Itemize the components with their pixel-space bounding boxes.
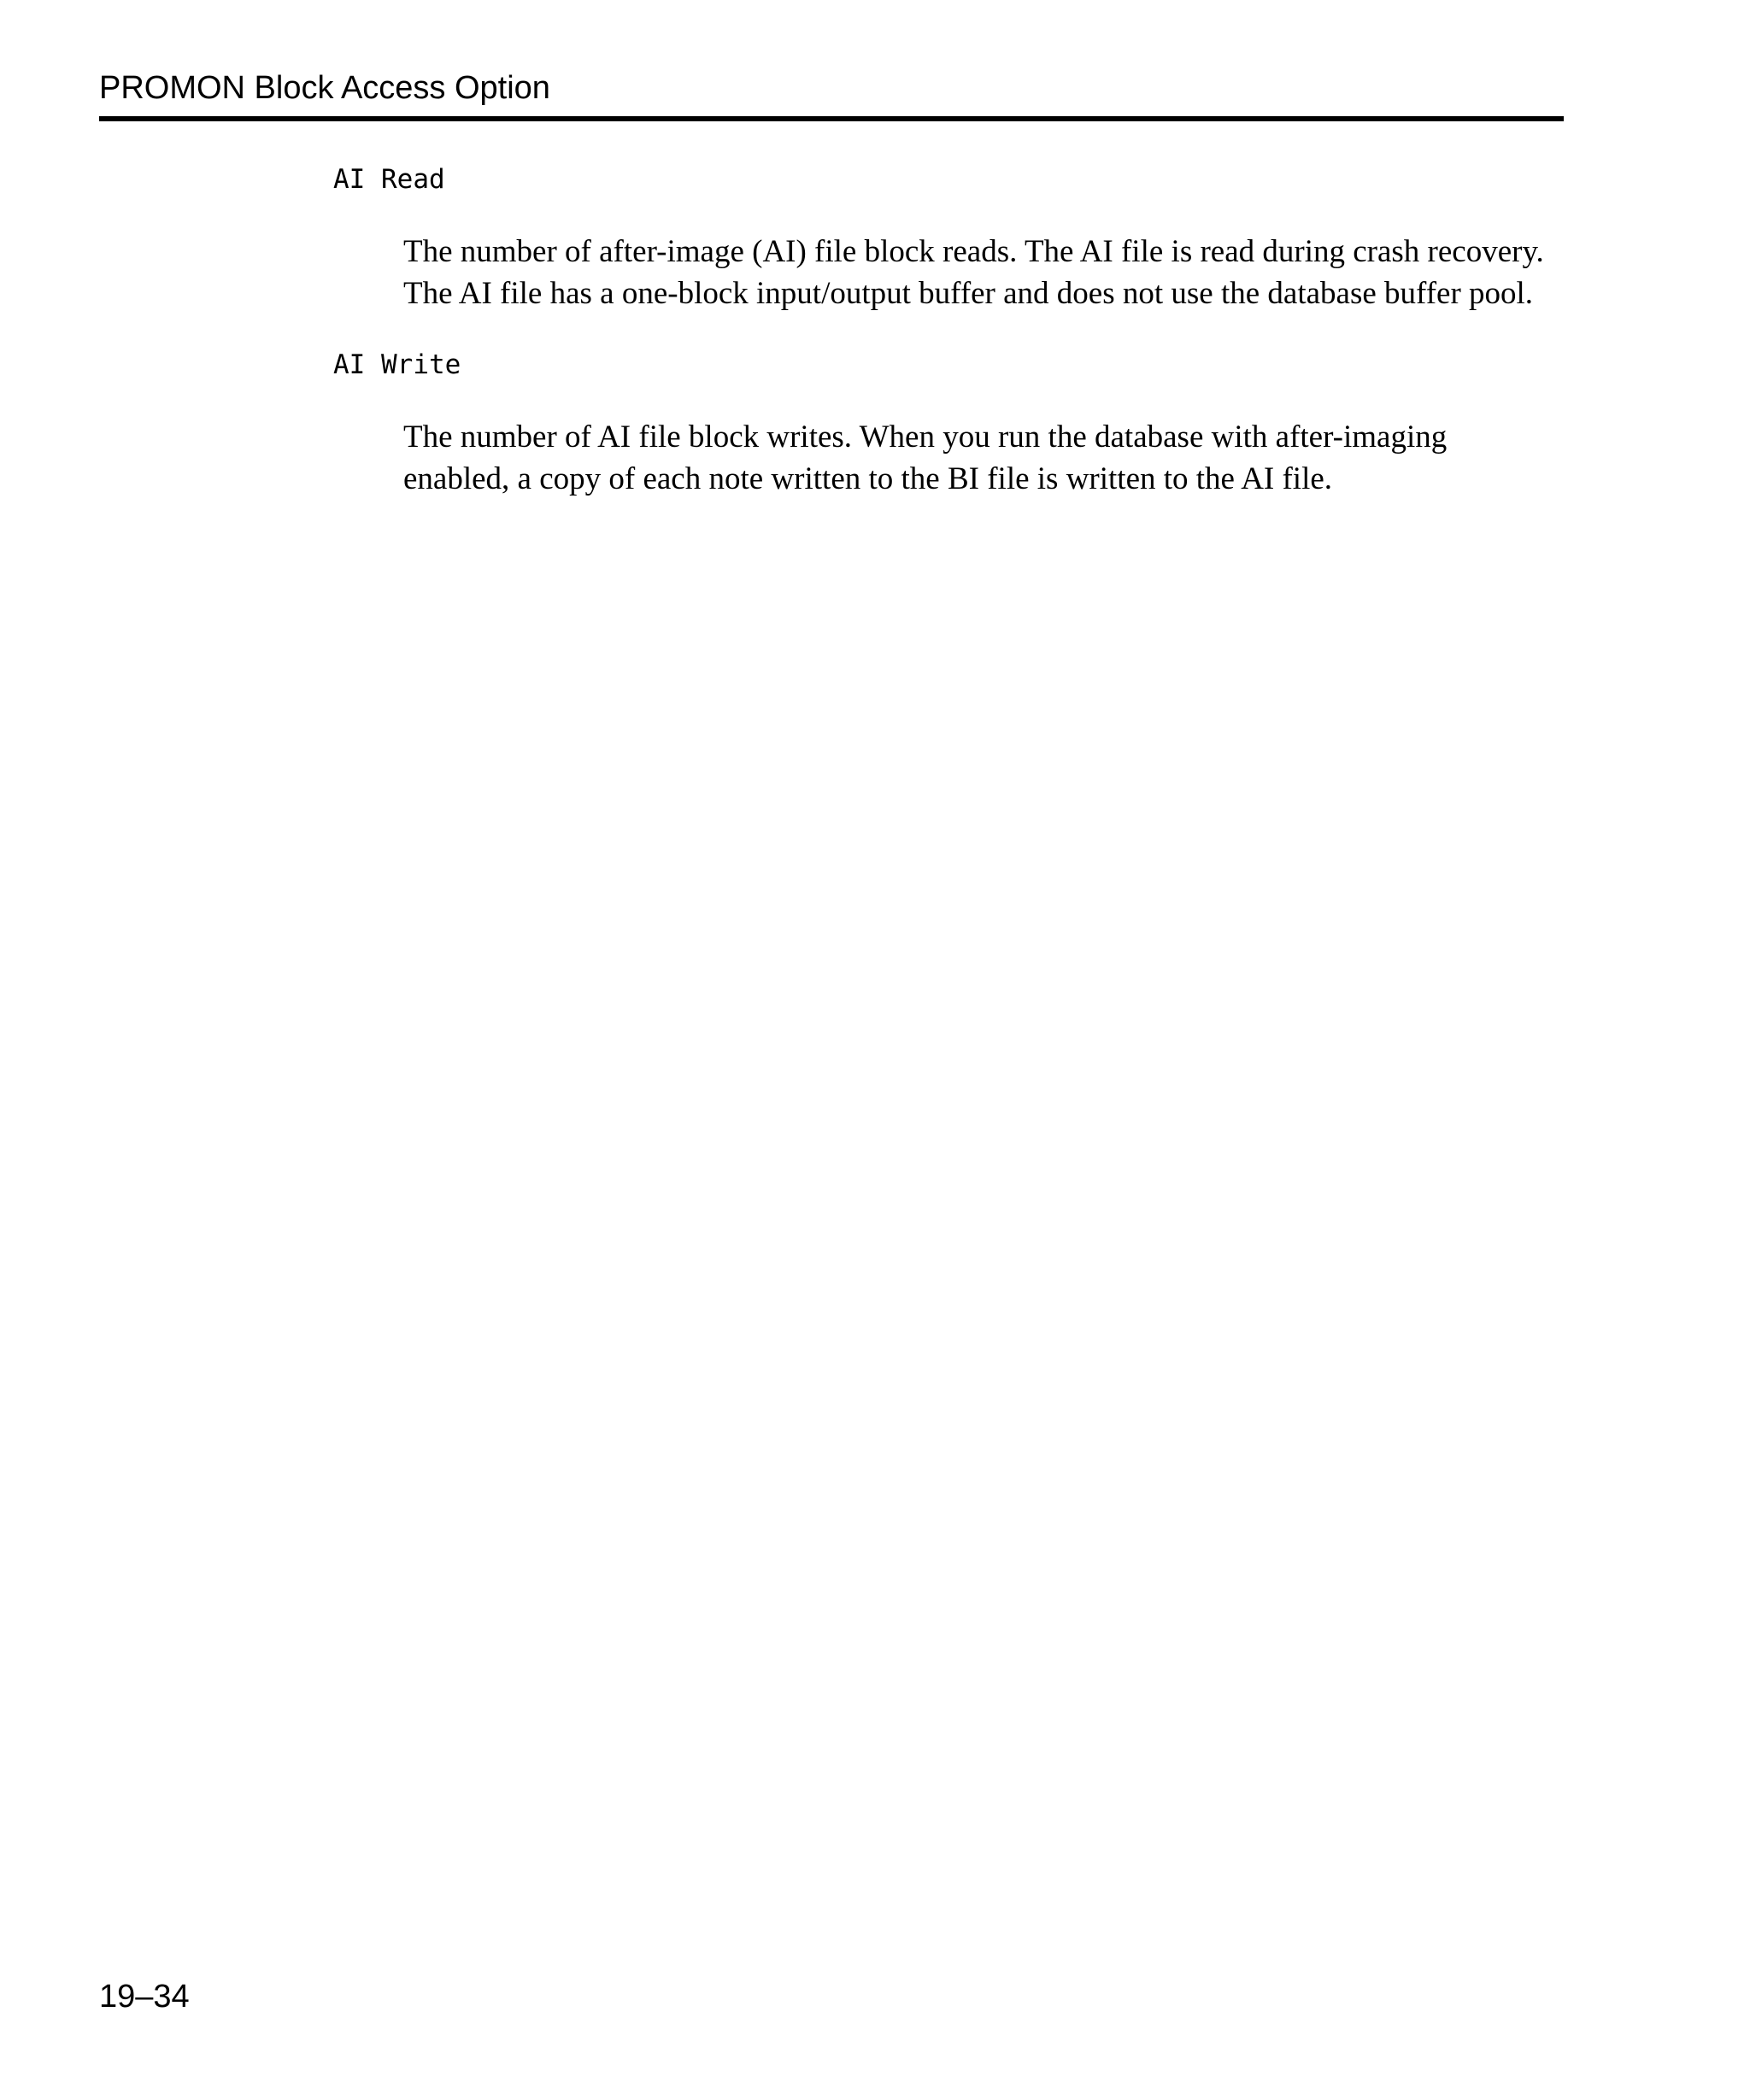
definition-ai-read [403, 231, 1574, 314]
term-ai-read: AI Read [333, 164, 445, 195]
page-header-title: PROMON Block Access Option [99, 70, 550, 106]
definition-ai-write [403, 416, 1574, 500]
definition-line: The number of AI file block writes. When you run the database with after-imaging [403, 419, 1448, 455]
page-header [99, 67, 1564, 121]
definition-line: The number of after-image (AI) file block reads. The AI file is read during crash recovery. [403, 234, 1544, 269]
definition-line: enabled, a copy of each note written to the BI file is written to the AI file. [403, 461, 1333, 496]
page-number: 19–34 [99, 1979, 190, 2015]
term-ai-write: AI Write [333, 349, 461, 380]
definition-line: The AI file has a one-block input/output buffer and does not use the database buffer pool. [403, 276, 1534, 311]
